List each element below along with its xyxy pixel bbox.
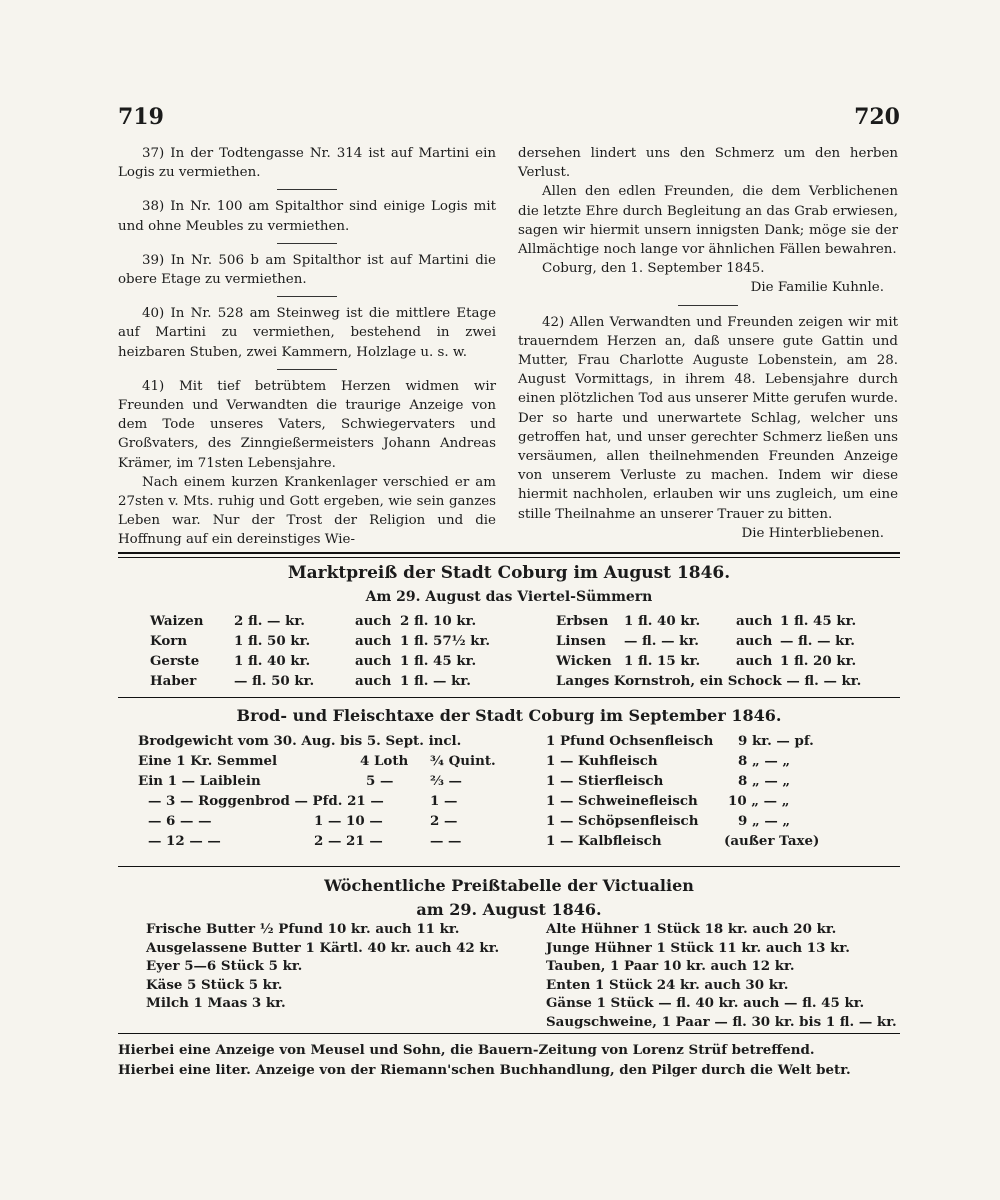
table-row	[546, 733, 900, 753]
market-table-left	[150, 613, 510, 693]
list-item: Frische Butter ½ Pfund 10 kr. auch 11 kr.	[146, 921, 460, 937]
price-auch: auch	[355, 653, 392, 669]
meat-price: 9 „ — „	[738, 813, 791, 829]
bread-weight: 2 — 21 —	[314, 833, 383, 849]
bread-weight: 5 —	[366, 773, 394, 789]
bread-quint: 2 —	[430, 813, 458, 829]
table-row	[546, 793, 900, 813]
victuals-list-left	[146, 920, 526, 1013]
notice-39: 39) In Nr. 506 b am Spitalthor ist auf Martini die obere Etage zu vermiethen.	[118, 252, 496, 288]
table-row	[138, 773, 518, 793]
price-low: 1 fl. 40 kr.	[234, 653, 311, 669]
market-title: Marktpreiß der Stadt Coburg im August 1846.	[287, 563, 731, 583]
bread-quint: — —	[430, 833, 462, 849]
bread-item: Ein 1 — Laiblein	[138, 773, 261, 789]
page-number-right: 720	[854, 104, 900, 130]
bread-item: Eine 1 Kr. Semmel	[138, 753, 278, 769]
left-column	[118, 144, 496, 550]
meat-price: 8 „ — „	[738, 753, 791, 769]
right-column	[518, 144, 898, 543]
victuals-subtitle: am 29. August 1846.	[416, 900, 602, 919]
dateline: Coburg, den 1. September 1845.	[542, 261, 765, 277]
table-row	[138, 793, 518, 813]
signature-hinterbliebenen: Die Hinterbliebenen.	[741, 525, 884, 541]
meat-table	[546, 733, 900, 853]
separator	[678, 305, 738, 306]
bread-quint: ¾ Quint.	[430, 753, 496, 769]
price-auch: auch	[355, 673, 392, 689]
notice-41-continued: Nach einem kurzen Krankenlager verschied er am 27sten v. Mts. ruhig und Gott ergeben, wie sein ganzes Leben war. Nur der Trost der Religion und die Hoffnung auf ein dereinstiges Wie-	[118, 474, 496, 548]
bread-weight-header: Brodgewicht vom 30. Aug. bis 5. Sept. incl.	[138, 733, 462, 749]
bread-quint: ⅔ —	[430, 773, 462, 789]
notice-38: 38) In Nr. 100 am Spitalthor sind einige Logis mit und ohne Meubles zu vermiethen.	[118, 199, 496, 234]
table-row	[546, 773, 900, 793]
meat-item: 1 — Kalbfleisch	[546, 833, 662, 849]
page-number-left: 719	[118, 104, 164, 130]
list-item: Käse 5 Stück 5 kr.	[146, 976, 283, 993]
table-row	[138, 753, 518, 773]
table-row	[546, 833, 900, 853]
price-auch: auch	[736, 653, 773, 669]
thanks-paragraph: Allen den edlen Freunden, die dem Verblichenen die letzte Ehre durch Begleitung an das Grab erwiesen, sagen wir hiermit unsern innigsten Dank; möge sie der Allmächtige noch lange vor ähnlichen Fällen bewahren.	[518, 184, 898, 258]
meat-price: 8 „ — „	[738, 773, 791, 789]
bread-weight: 1 — 10 —	[314, 813, 383, 829]
price-high: 1 fl. 20 kr.	[780, 653, 857, 669]
notice-40: 40) In Nr. 528 am Steinweg ist die mittlere Etage auf Martini zu vermiethen, bestehend in zwei heizbaren Stuben, zwei Kammern, Holzlage u. s. w.	[118, 306, 496, 360]
separator	[277, 296, 337, 297]
table-row	[556, 653, 900, 673]
separator	[277, 243, 337, 244]
list-item: Eyer 5—6 Stück 5 kr.	[146, 958, 303, 974]
table-row	[138, 813, 518, 833]
list-item: Ausgelassene Butter 1 Kärtl. 40 kr. auch 42 kr.	[146, 939, 500, 956]
price-low: — fl. 50 kr.	[234, 673, 315, 689]
grain-name: Haber	[150, 673, 197, 689]
produce-name: Erbsen	[556, 613, 609, 629]
bread-title: Brod- und Fleischtaxe der Stadt Coburg im September 1846.	[236, 706, 782, 725]
produce-name: Wicken	[556, 653, 612, 669]
bread-item: — 6 — —	[148, 813, 212, 829]
table-row	[546, 813, 900, 833]
meat-price: 9 kr. — pf.	[738, 733, 814, 749]
price-low: 1 fl. 50 kr.	[234, 633, 311, 649]
section-rule	[118, 866, 900, 867]
bread-item: — 12 — —	[148, 833, 221, 849]
grain-name: Gerste	[150, 653, 200, 669]
meat-item: 1 Pfund Ochsenfleisch	[546, 733, 714, 749]
meat-price: 10 „ — „	[728, 793, 790, 809]
bread-item: — 3 — Roggenbrod — Pfd. 21 —	[148, 793, 384, 809]
list-item: Junge Hühner 1 Stück 11 kr. auch 13 kr.	[546, 939, 850, 956]
victuals-list-right	[546, 920, 900, 1031]
section-rule	[118, 1033, 900, 1034]
separator	[277, 369, 337, 370]
price-high: 1 fl. 45 kr.	[400, 653, 477, 669]
price-auch: auch	[355, 613, 392, 629]
meat-item: 1 — Schöpsenfleisch	[546, 813, 699, 829]
grain-name: Waizen	[150, 613, 204, 629]
price-high: 1 fl. 57½ kr.	[400, 633, 491, 649]
bread-table	[138, 733, 518, 853]
price-low: 1 fl. 40 kr.	[624, 613, 701, 629]
market-table-right	[556, 613, 900, 693]
table-row	[556, 613, 900, 633]
bread-weight: 4 Loth	[360, 753, 409, 769]
list-item: Enten 1 Stück 24 kr. auch 30 kr.	[546, 976, 789, 993]
signature-kuhnle: Die Familie Kuhnle.	[750, 280, 884, 296]
footer-line: Hierbei eine liter. Anzeige von der Riemann'schen Buchhandlung, den Pilger durch die Welt betr.	[118, 1062, 851, 1078]
table-row	[150, 673, 510, 693]
notice-42: 42) Allen Verwandten und Freunden zeigen wir mit trauerndem Herzen an, daß unsere gute Gattin und Mutter, Frau Charlotte Auguste Lobenstein, am 28. August Vormittags, in ihrem 48. Lebensjahre durch einen plötzlichen Tod aus unserer Mitte gerufen wurde. Der so harte und unerwartete Schlag, welcher uns getroffen hat, und unser gerechter Schmerz ließen uns versäumen, allen theilnehmenden Freunden Anzeige von unserem Verluste zu machen. Indem wir diese hiermit nachholen, erlauben wir uns zugleich, um eine stille Theilnahme an unserer Trauer zu bitten.	[518, 314, 898, 522]
list-item: Saugschweine, 1 Paar — fl. 30 kr. bis 1 fl. — kr.	[546, 1013, 897, 1030]
section-rule	[118, 697, 900, 698]
list-item: Alte Hühner 1 Stück 18 kr. auch 20 kr.	[546, 921, 837, 937]
table-row	[546, 753, 900, 773]
price-low: 1 fl. 15 kr.	[624, 653, 701, 669]
notice-41-ending: dersehen lindert uns den Schmerz um den herben Verlust.	[518, 146, 898, 181]
table-row	[138, 833, 518, 853]
price-high: — fl. — kr.	[780, 633, 855, 649]
bread-quint: 1 —	[430, 793, 458, 809]
notice-41: 41) Mit tief betrübtem Herzen widmen wir Freunden und Verwandten die traurige Anzeige von dem Tode unseres Vaters, Schwiegervaters und Großvaters, des Zinngießermeisters Johann Andreas Krämer, im 71sten Lebensjahre.	[118, 378, 496, 471]
list-item: Tauben, 1 Paar 10 kr. auch 12 kr.	[546, 958, 795, 974]
grain-name: Korn	[150, 633, 188, 649]
table-row	[150, 633, 510, 653]
price-low: — fl. — kr.	[624, 633, 699, 649]
price-auch: auch	[736, 613, 773, 629]
table-row	[556, 673, 900, 693]
footer-notes	[118, 1040, 900, 1080]
market-subtitle: Am 29. August das Viertel-Sümmern	[365, 589, 653, 605]
list-item: Milch 1 Maas 3 kr.	[146, 995, 286, 1011]
table-row	[556, 633, 900, 653]
price-high: 1 fl. — kr.	[400, 673, 471, 689]
produce-name: Langes Kornstroh, ein Schock — fl. — kr.	[556, 673, 862, 689]
table-row	[150, 613, 510, 633]
footer-line: Hierbei eine Anzeige von Meusel und Sohn, die Bauern-Zeitung von Lorenz Strüf betreffend.	[118, 1042, 815, 1058]
price-high: 1 fl. 45 kr.	[780, 613, 857, 629]
table-row	[150, 653, 510, 673]
section-rule	[118, 552, 900, 558]
meat-item: 1 — Schweinefleisch	[546, 793, 698, 809]
notice-37: 37) In der Todtengasse Nr. 314 ist auf Martini ein Logis zu vermiethen.	[118, 146, 496, 181]
produce-name: Linsen	[556, 633, 607, 649]
table-header	[138, 733, 518, 753]
list-item: Gänse 1 Stück — fl. 40 kr. auch — fl. 45 kr.	[546, 995, 865, 1011]
meat-price: (außer Taxe)	[724, 833, 820, 849]
victuals-title: Wöchentliche Preißtabelle der Victualien	[324, 876, 694, 895]
meat-item: 1 — Kuhfleisch	[546, 753, 658, 769]
meat-item: 1 — Stierfleisch	[546, 773, 664, 789]
price-auch: auch	[736, 633, 773, 649]
price-auch: auch	[355, 633, 392, 649]
price-low: 2 fl. — kr.	[234, 613, 305, 629]
price-high: 2 fl. 10 kr.	[400, 613, 477, 629]
separator	[277, 189, 337, 190]
